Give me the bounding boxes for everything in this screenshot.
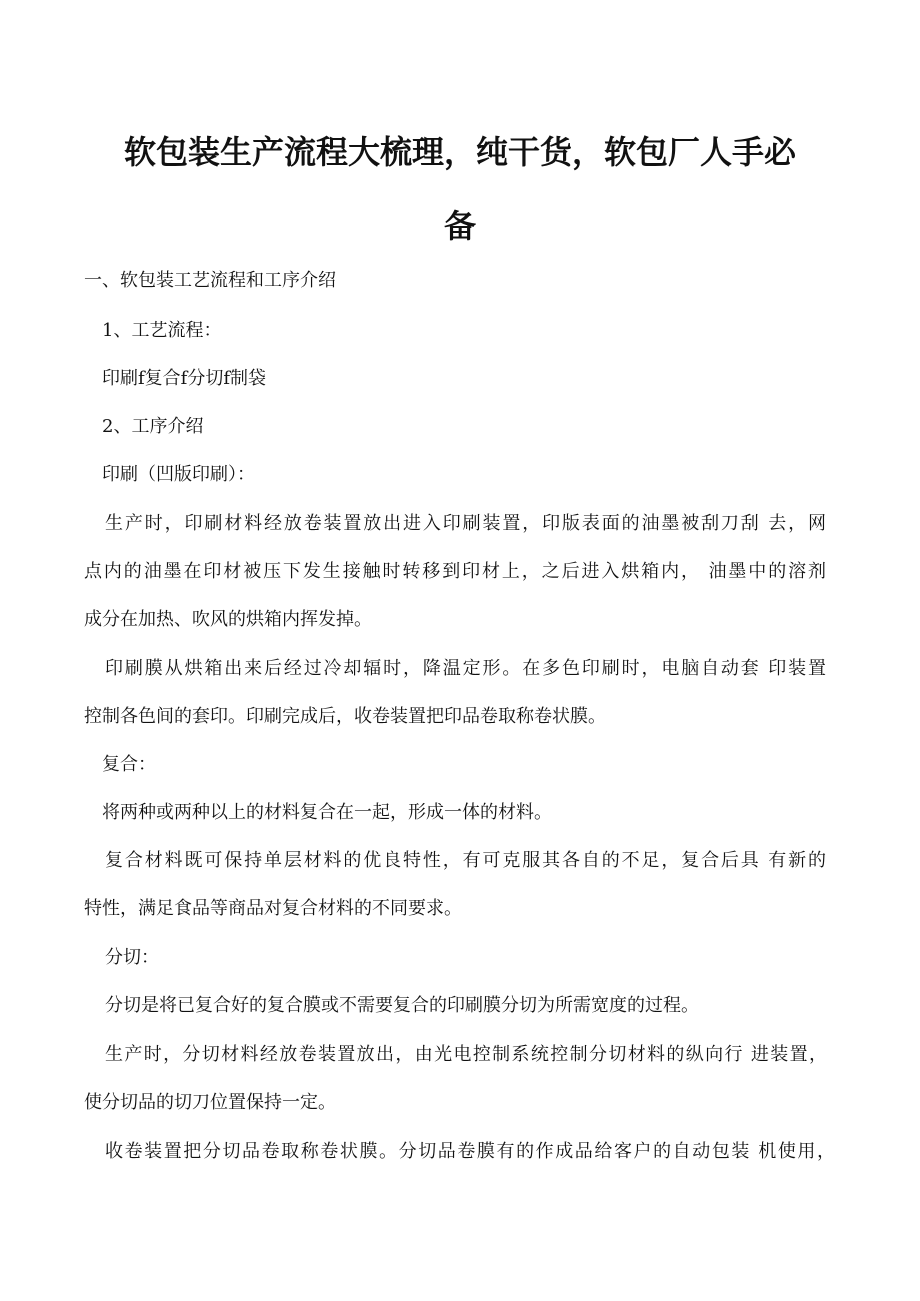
subsection-heading-process-flow: 1、工艺流程： [102,320,222,341]
laminating-heading: 复合： [102,754,156,775]
laminating-paragraph-2-line-1: 复合材料既可保持单层材料的优良特性，有可克服其各自的不足，复合后具 有新的 [105,850,826,871]
printing-heading: 印刷（凹版印刷）： [102,464,255,485]
slitting-paragraph-3-line-1: 收卷装置把分切品卷取称卷状膜。分切品卷膜有的作成品给客户的自动包装 机使用， [105,1141,835,1162]
printing-paragraph-2-line-2: 控制各色间的套印。印刷完成后，收卷装置把印品卷取称卷状膜。 [84,706,606,727]
printing-paragraph-1-line-1: 生产时，印刷材料经放卷装置放出进入印刷装置，印版表面的油墨被刮刀刮 去，网 [105,513,826,534]
printing-paragraph-2-line-1: 印刷膜从烘箱出来后经过冷却辐时，降温定形。在多色印刷时，电脑自动套 印装置 [105,658,826,679]
laminating-paragraph-1: 将两种或两种以上的材料复合在一起，形成一体的材料。 [102,802,552,823]
laminating-paragraph-2-line-2: 特性，满足食品等商品对复合材料的不同要求。 [84,898,462,919]
process-flow-text: 印刷f复合f分切f制袋 [102,368,266,389]
document-title-line-2: 备 [443,207,476,245]
slitting-paragraph-1: 分切是将已复合好的复合膜或不需要复合的印刷膜分切为所需宽度的过程。 [105,995,699,1016]
slitting-paragraph-2-line-1: 生产时，分切材料经放卷装置放出，由光电控制系统控制分切材料的纵向行 进装置， [105,1044,827,1065]
subsection-heading-procedures: 2、工序介绍 [102,416,204,437]
printing-paragraph-1-line-3: 成分在加热、吹风的烘箱内挥发掉。 [84,609,372,630]
slitting-paragraph-2-line-2: 使分切品的切刀位置保持一定。 [84,1092,336,1113]
document-title-line-1: 软包装生产流程大梳理，纯干货，软包厂人手必 [123,133,796,171]
slitting-heading: 分切： [105,947,159,968]
section-heading: 一、软包装工艺流程和工序介绍 [84,270,336,291]
printing-paragraph-1-line-2: 点内的油墨在印材被压下发生接触时转移到印材上，之后进入烘箱内， 油墨中的溶剂 [84,561,826,582]
